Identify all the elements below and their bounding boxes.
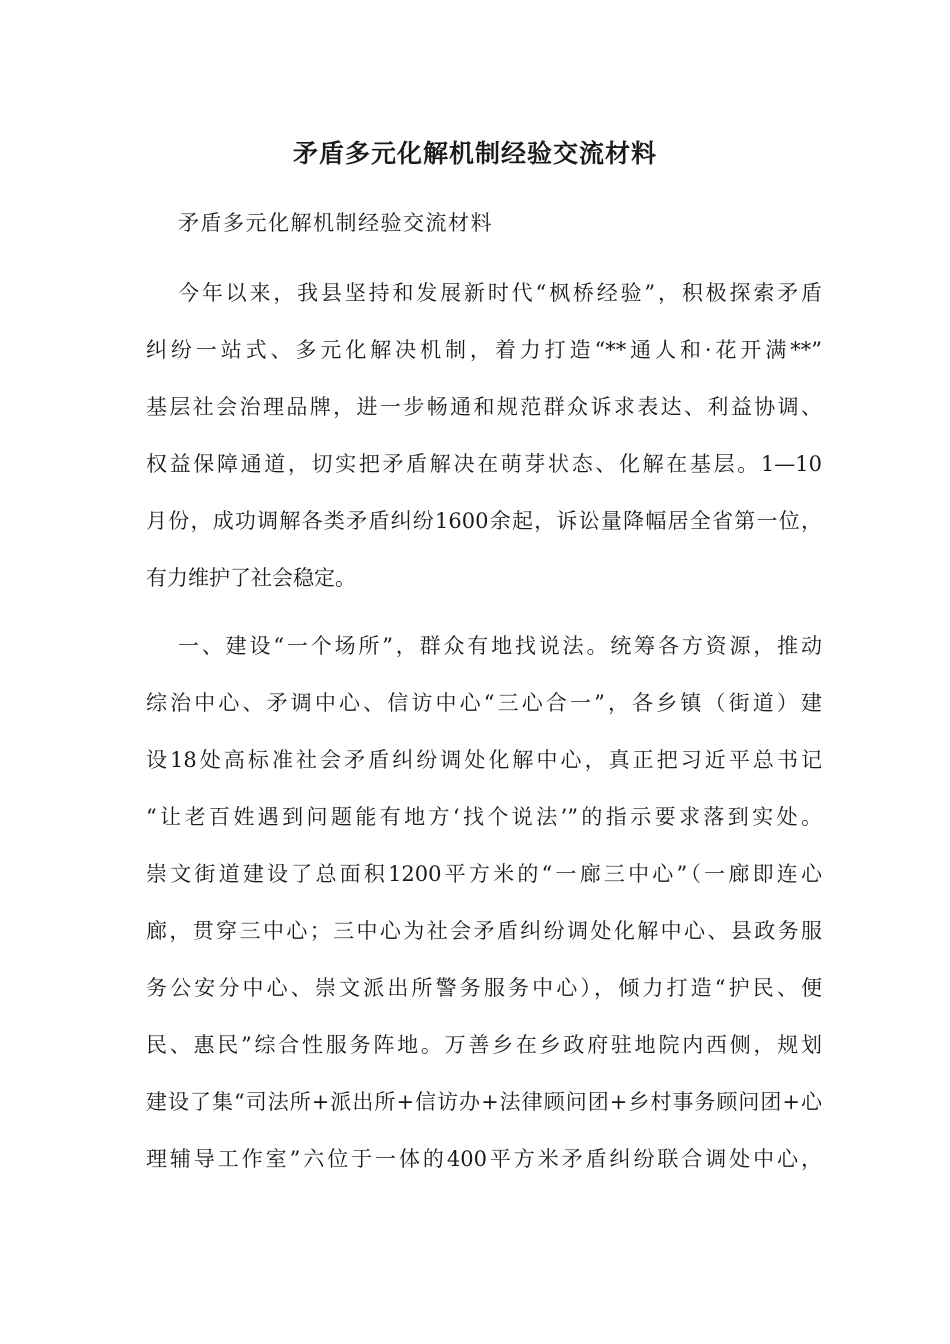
- text-line: 今年以来，我县坚持和发展新时代“枫桥经验”，积极探索矛盾: [178, 281, 822, 305]
- document-title: 矛盾多元化解机制经验交流材料: [292, 139, 657, 168]
- text-line: 崇文街道建设了总面积1200平方米的“一廊三中心”（一廊即连心: [146, 862, 822, 886]
- text-line: 民、惠民”综合性服务阵地。万善乡在乡政府驻地院内西侧，规划: [146, 1033, 822, 1057]
- text-line: 综治中心、矛调中心、信访中心“三心合一”，各乡镇（街道）建: [146, 691, 822, 715]
- text-line: 基层社会治理品牌，进一步畅通和规范群众诉求表达、利益协调、: [146, 395, 822, 419]
- text-line: “让老百姓遇到问题能有地方‘找个说法’”的指示要求落到实处。: [146, 805, 822, 829]
- text-line: 务公安分中心、崇文派出所警务服务中心），倾力打造“护民、便: [146, 976, 822, 1000]
- text-line: 廊，贯穿三中心；三中心为社会矛盾纠纷调处化解中心、县政务服: [146, 919, 822, 943]
- text-line: 权益保障通道，切实把矛盾解决在萌芽状态、化解在基层。1—10: [146, 452, 822, 476]
- text-line: 月份，成功调解各类矛盾纠纷1600余起，诉讼量降幅居全省第一位，: [146, 509, 822, 533]
- text-line: 理辅导工作室”六位于一体的400平方米矛盾纠纷联合调处中心，: [146, 1147, 822, 1171]
- document-subtitle: 矛盾多元化解机制经验交流材料: [178, 211, 493, 235]
- text-line: 纠纷一站式、多元化解决机制，着力打造“**通人和·花开满**”: [146, 338, 822, 362]
- text-line: 建设了集“司法所+派出所+信访办+法律顾问团+乡村事务顾问团+心: [146, 1090, 822, 1114]
- text-line: 设18处高标准社会矛盾纠纷调处化解中心，真正把习近平总书记: [146, 748, 822, 772]
- text-line: 一、建设“一个场所”，群众有地找说法。统筹各方资源，推动: [178, 634, 822, 658]
- text-line: 有力维护了社会稳定。: [146, 566, 356, 590]
